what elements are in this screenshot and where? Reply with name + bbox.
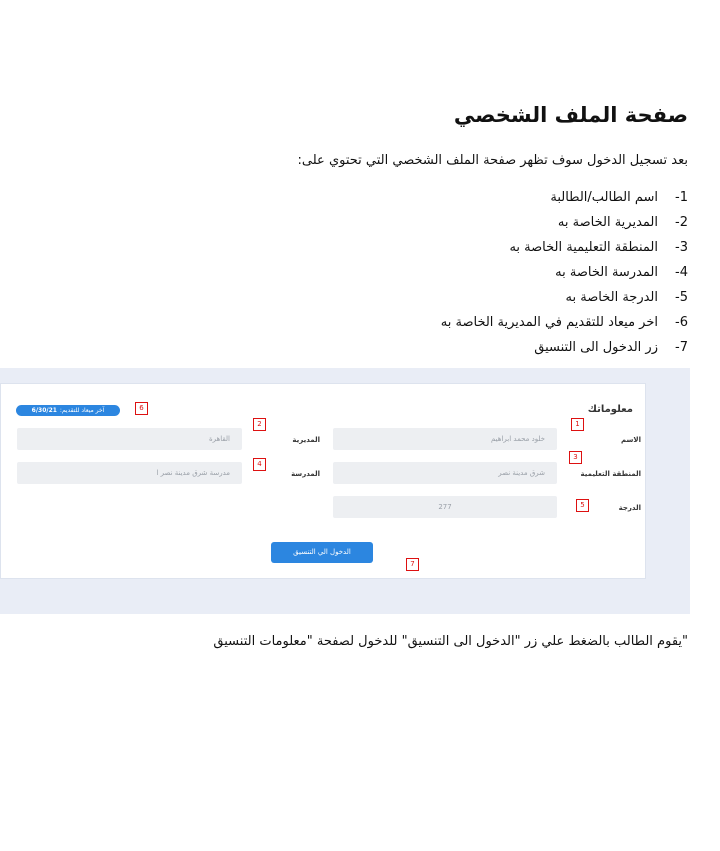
name-label: الاسم <box>621 436 641 444</box>
list-item <box>441 185 688 210</box>
directorate-field: القاهرة <box>17 428 242 450</box>
zone-label: المنطقة التعليمية <box>580 470 641 478</box>
feature-list <box>441 185 688 360</box>
school-field: مدرسة شرق مدينة نصر ا <box>17 462 242 484</box>
name-field: خلود محمد ابراهيم <box>333 428 557 450</box>
marker-2: 2 <box>253 418 266 431</box>
deadline-date: 6/30/21 <box>31 407 57 414</box>
list-number: 4 - <box>658 260 688 285</box>
list-text: المدرسة الخاصة به <box>555 265 658 280</box>
zone-field: شرق مدينة نصر <box>333 462 557 484</box>
marker-4: 4 <box>253 458 266 471</box>
list-text: اخر ميعاد للتقديم في المديرية الخاصة به <box>440 315 658 330</box>
list-item <box>441 210 688 235</box>
list-number: 7 - <box>658 335 688 360</box>
grade-label: الدرجة <box>618 504 641 512</box>
deadline-label: آخر ميعاد للتقديم: <box>59 407 105 414</box>
marker-3: 3 <box>569 451 582 464</box>
list-item <box>441 335 688 360</box>
list-text: المديرية الخاصة به <box>557 215 658 230</box>
list-number: 5 - <box>658 285 688 310</box>
list-text: اسم الطالب/الطالبة <box>550 190 658 205</box>
directorate-label: المديرية <box>292 436 320 444</box>
profile-card <box>0 383 646 579</box>
marker-7: 7 <box>406 558 419 571</box>
marker-6: 6 <box>135 402 148 415</box>
intro-text: بعد تسجيل الدخول سوف تظهر صفحة الملف الشخصي التي تحتوي على: <box>297 153 688 168</box>
list-number: 3 - <box>658 235 688 260</box>
list-item <box>441 285 688 310</box>
document-title: صفحة الملف الشخصي <box>453 103 688 127</box>
deadline-badge <box>16 405 120 416</box>
list-number: 6 - <box>658 310 688 335</box>
list-item <box>441 310 688 335</box>
list-number: 2 - <box>658 210 688 235</box>
list-text: الدرجة الخاصة به <box>565 290 658 305</box>
grade-field: 277 <box>333 496 557 518</box>
list-text: المنطقة التعليمية الخاصة به <box>509 240 658 255</box>
marker-1: 1 <box>571 418 584 431</box>
profile-page-screenshot <box>0 368 690 614</box>
footer-note: "يقوم الطالب بالضغط علي زر "الدخول الى التنسيق" للدخول لصفحة "معلومات التنسيق <box>213 634 688 649</box>
enter-coordination-button[interactable]: الدخول الي التنسيق <box>271 542 373 563</box>
list-text: زر الدخول الى التنسيق <box>534 340 658 355</box>
list-item <box>441 260 688 285</box>
card-title: معلوماتك <box>587 404 633 415</box>
marker-5: 5 <box>576 499 589 512</box>
list-item <box>441 235 688 260</box>
list-number: 1 - <box>658 185 688 210</box>
school-label: المدرسة <box>291 470 320 478</box>
